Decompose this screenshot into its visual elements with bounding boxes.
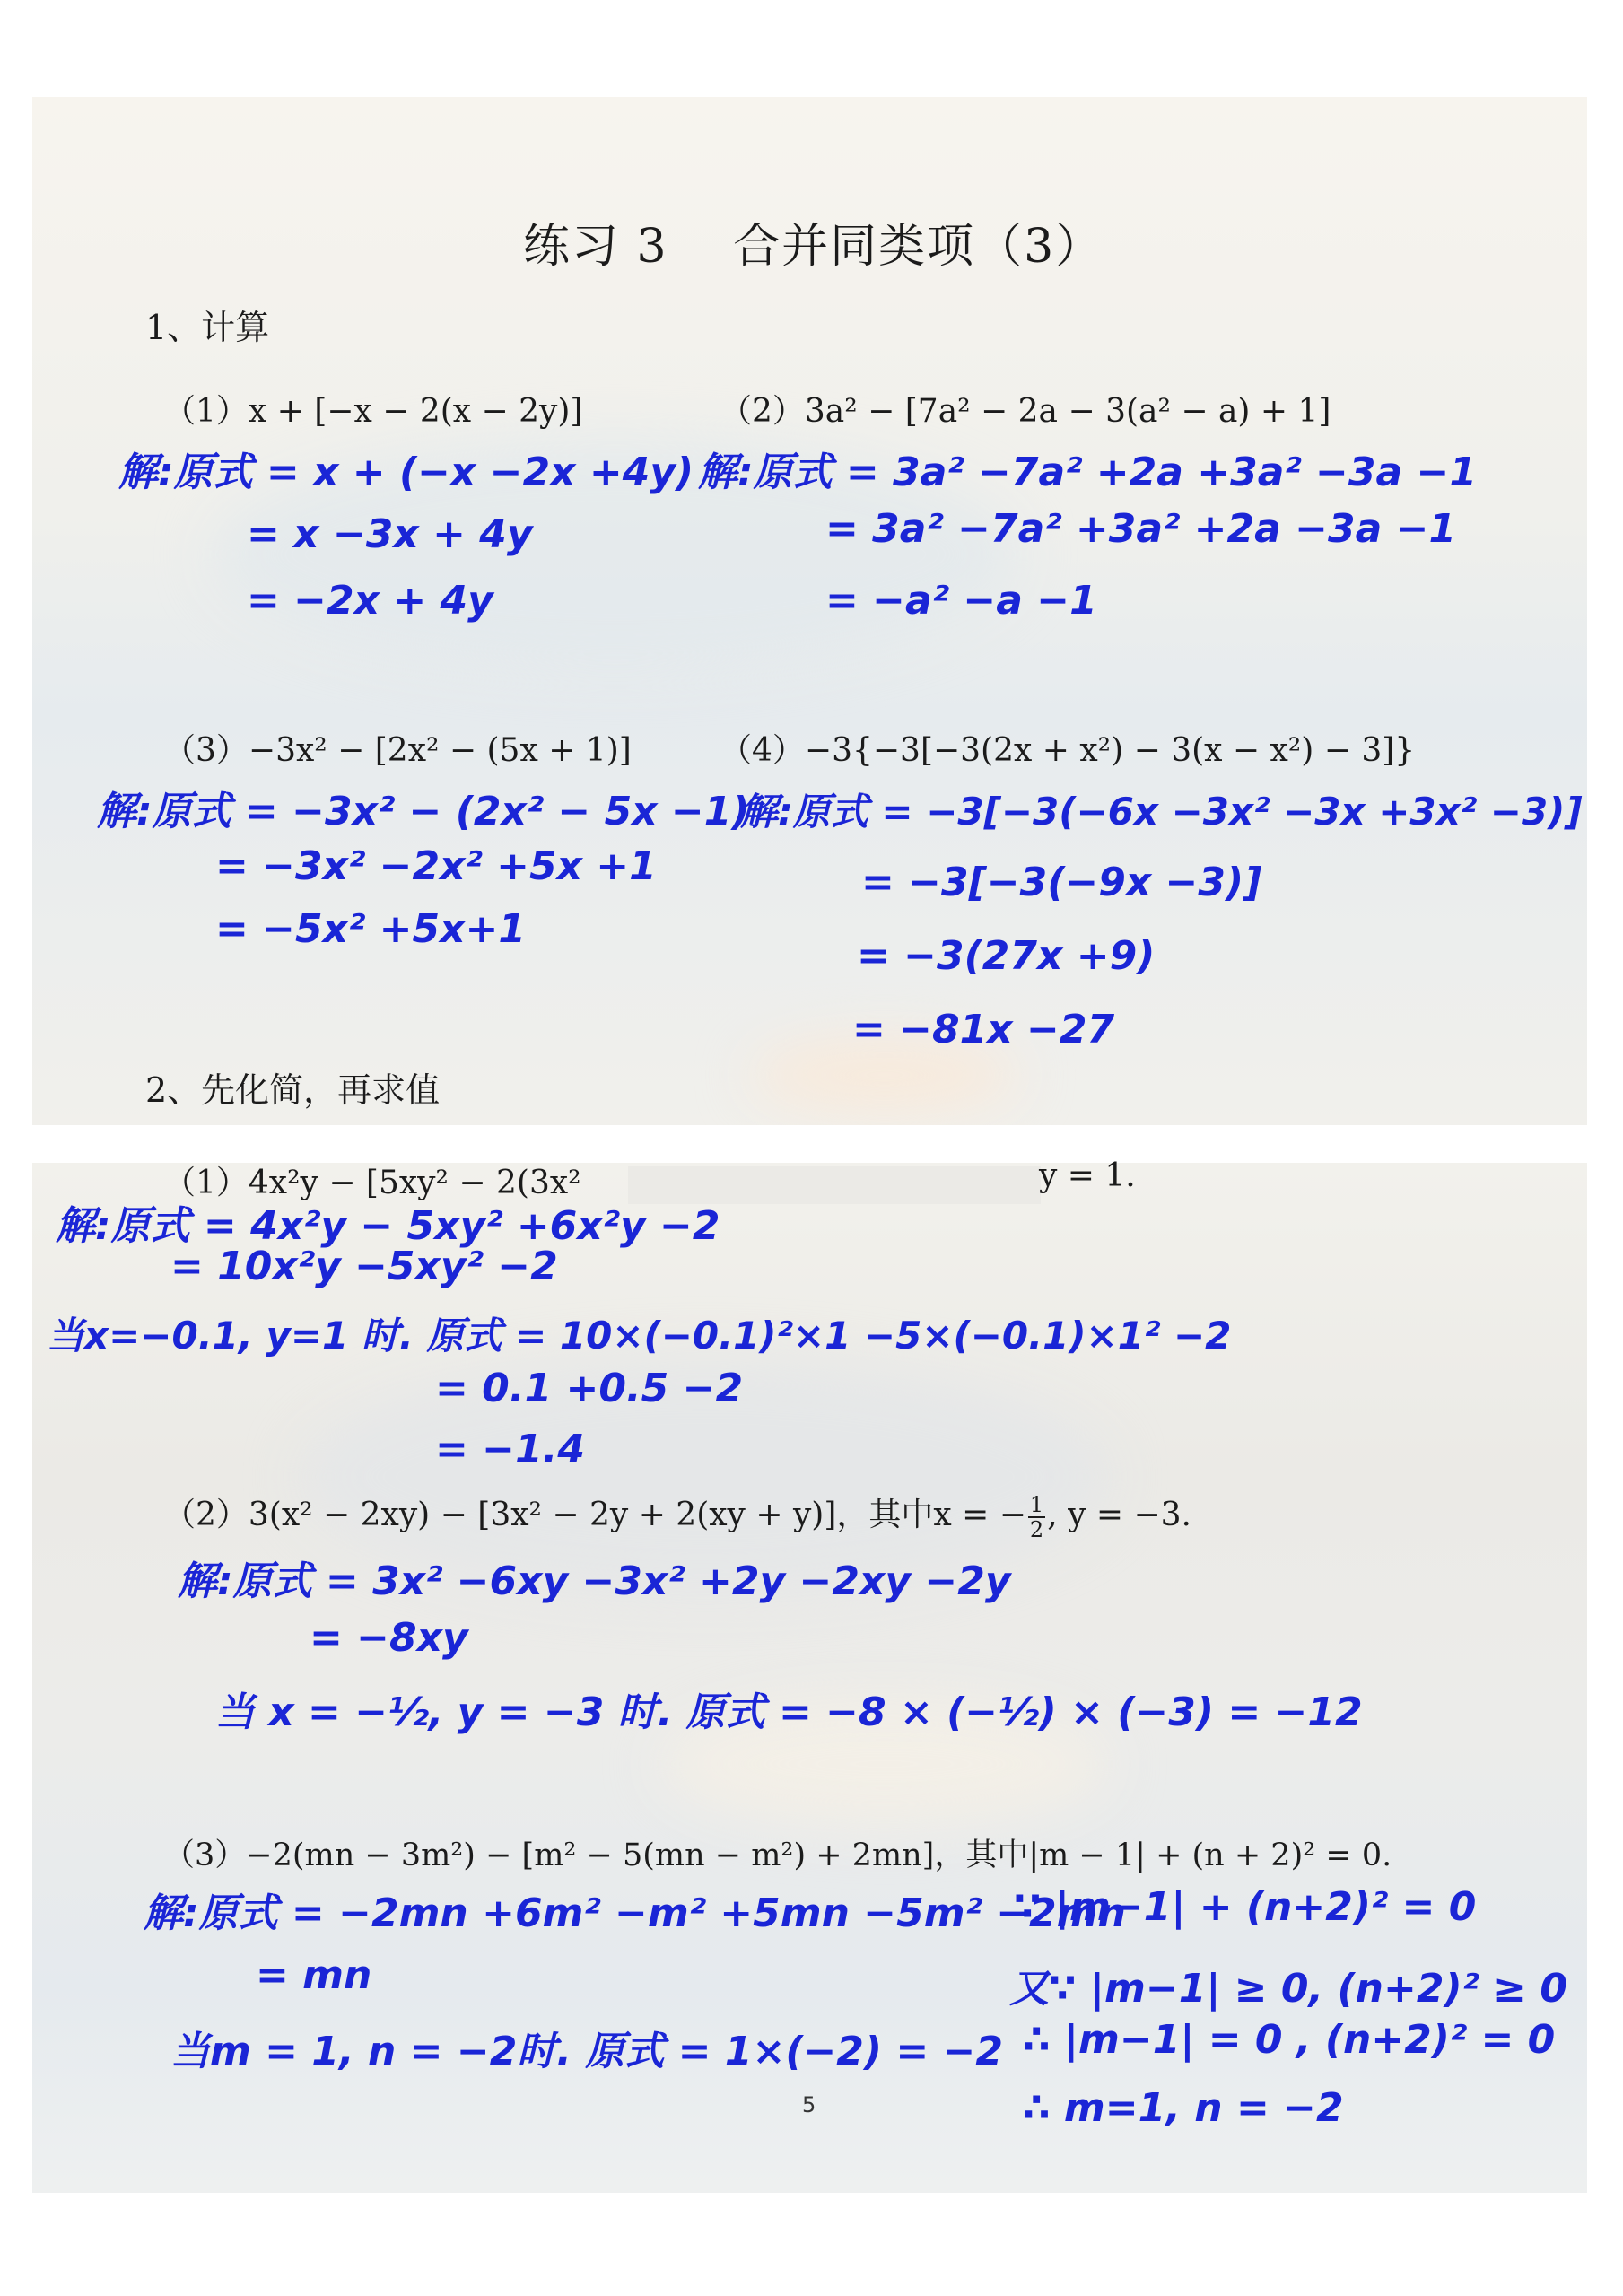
section-heading-compute: 1、计算: [145, 308, 270, 347]
problem-label: [163, 1489, 1191, 1541]
problem-label: （3）−3x² − [2x² − (5x + 1)]: [163, 732, 632, 769]
solution-line: = −1.4: [435, 1427, 585, 1472]
solution-line: = 10x²y −5xy² −2: [170, 1244, 558, 1289]
solution-line: = −3x² −2x² +5x +1: [215, 843, 657, 889]
problem-label: （1）4x²y − [5xy² − 2(3x²: [163, 1165, 581, 1201]
reasoning-line: ∴ |m−1| = 0 , (n+2)² = 0: [1023, 2017, 1556, 2063]
solution-line: = −a² −a −1: [825, 578, 1097, 624]
solution-line: = −5x² +5x+1: [215, 906, 526, 952]
fraction: [1028, 1493, 1045, 1542]
problem-label: （4）−3{−3[−3(2x + x²) − 3(x − x²) − 3]}: [720, 732, 1416, 769]
solution-line: = 3a² −7a² +3a² +2a −3a −1: [825, 506, 1457, 552]
solution-line: 解:原式 = 3x² −6xy −3x² +2y −2xy −2y: [178, 1558, 1011, 1604]
page-number: 5: [802, 2092, 816, 2117]
fraction-denominator: 2: [1029, 1517, 1044, 1542]
solution-line: 解:原式 = −3[−3(−6x −3x² −3x +3x² −3)]: [740, 790, 1583, 834]
problem-label-tail: y = 1.: [1039, 1157, 1136, 1194]
solution-line: 解:原式 = −2mn +6m² −m² +5mn −5m² −2mn: [144, 1890, 1126, 1936]
reasoning-line: 又∵ |m−1| ≥ 0, (n+2)² ≥ 0: [1009, 1966, 1567, 2012]
fraction-numerator: 1: [1029, 1491, 1044, 1517]
solution-line: 当 x = −½, y = −3 时. 原式 = −8 × (−½) × (−3) = −12: [215, 1689, 1363, 1735]
reasoning-line: ∵ |m−1| + (n+2)² = 0: [1014, 1884, 1477, 1930]
solution-line: 解:原式 = 4x²y − 5xy² +6x²y −2: [56, 1203, 720, 1249]
problem-label: （2）3a² − [7a² − 2a − 3(a² − a) + 1]: [720, 393, 1331, 430]
solution-line: 解:原式 = x + (−x −2x +4y): [118, 450, 694, 495]
solution-line: = −81x −27: [852, 1007, 1115, 1052]
solution-line: = x −3x + 4y: [247, 511, 533, 557]
solution-line: 当m = 1, n = −2时. 原式 = 1×(−2) = −2: [170, 2029, 1004, 2074]
solution-line: = 0.1 +0.5 −2: [435, 1366, 744, 1411]
solution-line: = −3(27x +9): [857, 933, 1156, 979]
solution-line: 当x=−0.1, y=1 时. 原式 = 10×(−0.1)²×1 −5×(−0.1)×1² −2: [47, 1314, 1232, 1358]
solution-line: = −8xy: [310, 1615, 468, 1661]
reasoning-line: ∴ m=1, n = −2: [1023, 2085, 1344, 2131]
solution-line: = −3[−3(−9x −3)]: [861, 860, 1262, 905]
solution-line: 解:原式 = −3x² − (2x² − 5x −1): [97, 789, 750, 834]
page-title: 练习 3 合并同类项（3）: [523, 220, 1104, 274]
solution-line: = −2x + 4y: [247, 578, 493, 624]
problem-label-text: （2）3(x² − 2xy) − [3x² − 2y + 2(xy + y)]，其中x = −: [163, 1497, 1026, 1533]
solution-line: 解:原式 = 3a² −7a² +2a +3a² −3a −1: [698, 450, 1477, 495]
problem-label: （3）−2(mn − 3m²) − [m² − 5(mn − m²) + 2mn]，其中|m − 1| + (n + 2)² = 0.: [163, 1838, 1392, 1873]
section-heading-simplify: 2、先化简，再求值: [145, 1070, 441, 1110]
problem-label-tail: , y = −3.: [1047, 1497, 1191, 1533]
problem-label: （1）x + [−x − 2(x − 2y)]: [163, 393, 583, 430]
solution-line: = mn: [256, 1952, 372, 1998]
